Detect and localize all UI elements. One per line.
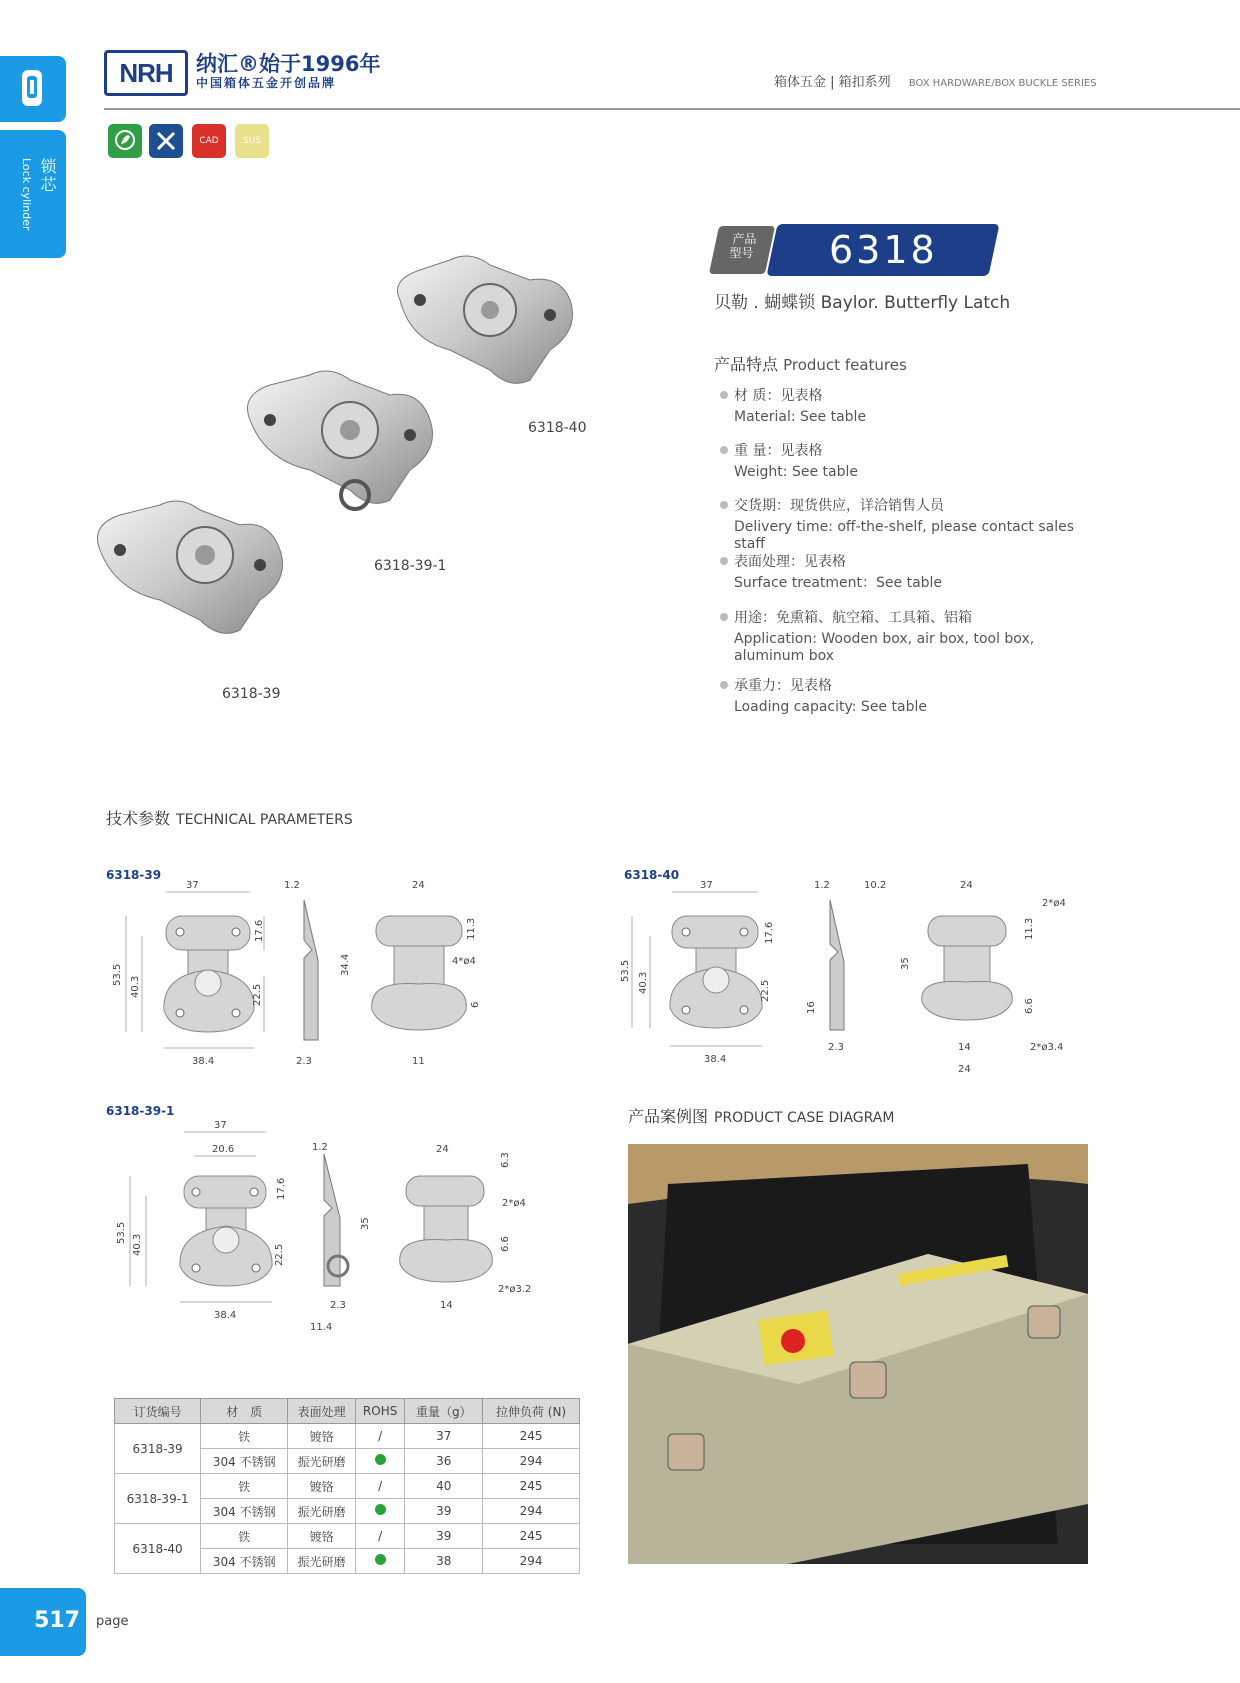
dim-2-holes-4: 2*ø4 <box>502 1198 526 1209</box>
category-en: BOX HARDWARE/BOX BUCKLE SERIES <box>908 78 1097 89</box>
eco-leaf-icon <box>108 124 142 158</box>
cad-icon: CAD <box>192 124 226 158</box>
drawing-label-6318-40: 6318-40 <box>624 868 680 882</box>
surface: 镀铬 <box>288 1474 356 1499</box>
order-code: 6318-40 <box>115 1524 201 1574</box>
dim-22-5: 22.5 <box>760 979 771 1002</box>
brand-slogan: 纳汇®始于1996年 <box>196 52 381 76</box>
feature-en: Material: See table <box>734 409 867 425</box>
features-title-en: Product features <box>783 356 907 374</box>
material: 铁 <box>201 1424 288 1449</box>
table-row <box>115 1474 580 1499</box>
drawing-6318-39 <box>106 880 526 1070</box>
bullet-dot <box>720 557 728 565</box>
dim-16: 16 <box>806 1001 817 1014</box>
product-name: 贝勒 . 蝴蝶锁 Baylor. Butterfly Latch <box>714 293 1011 313</box>
photo-label-6318-40: 6318-40 <box>528 420 587 436</box>
feature-cn: 用途：免熏箱、航空箱、工具箱、铝箱 <box>734 610 972 626</box>
category-cn-b: 箱扣系列 <box>838 75 891 90</box>
surface: 振光研磨 <box>288 1499 356 1524</box>
feature-cn: 表面处理：见表格 <box>734 554 846 570</box>
page-word: page <box>96 1614 129 1629</box>
dim-37: 37 <box>186 880 199 891</box>
dim-1-2: 1.2 <box>284 880 300 891</box>
dim-11-3: 11.3 <box>1024 917 1035 940</box>
dim-6-6: 6.6 <box>1024 998 1035 1014</box>
col-material: 材 质 <box>201 1399 288 1424</box>
rohs: / <box>355 1474 405 1499</box>
dim-17-6: 17.6 <box>254 919 265 942</box>
category-breadcrumb: 箱体五金 | 箱扣系列 BOX HARDWARE/BOX BUCKLE SERIES <box>774 75 1097 90</box>
load: 294 <box>483 1499 580 1524</box>
dim-2-holes-3-2: 2*ø3.2 <box>498 1284 532 1295</box>
weight: 37 <box>405 1424 483 1449</box>
load: 294 <box>483 1449 580 1474</box>
feature-en: Surface treatment：See table <box>734 575 943 591</box>
material: 304 不锈钢 <box>201 1449 288 1474</box>
weight: 40 <box>405 1474 483 1499</box>
dim-2-holes-3-4: 2*ø3.4 <box>1030 1042 1064 1053</box>
bullet-dot <box>720 613 728 621</box>
material: 铁 <box>201 1524 288 1549</box>
load: 294 <box>483 1549 580 1574</box>
dim-38-4: 38.4 <box>214 1310 237 1321</box>
rohs: / <box>355 1524 405 1549</box>
dim-17-6: 17.6 <box>276 1177 287 1200</box>
load: 245 <box>483 1424 580 1449</box>
dim-11-4: 11.4 <box>310 1322 333 1333</box>
bullet-dot <box>720 681 728 689</box>
surface: 振光研磨 <box>288 1549 356 1574</box>
features-title <box>714 352 907 375</box>
tools-icon <box>149 124 183 158</box>
feature-cn: 重 量：见表格 <box>734 443 823 459</box>
rohs-green-dot <box>375 1554 386 1565</box>
table-header-row <box>115 1399 580 1424</box>
feature-cn: 承重力：见表格 <box>734 678 832 694</box>
latch-6318-39-1 <box>248 371 433 509</box>
col-surface: 表面处理 <box>288 1399 356 1424</box>
features-title-cn: 产品特点 <box>714 355 779 374</box>
weight: 38 <box>405 1549 483 1574</box>
feature-en: Weight: See table <box>734 464 858 480</box>
weight: 39 <box>405 1499 483 1524</box>
material: 304 不锈钢 <box>201 1549 288 1574</box>
case-title-en: PRODUCT CASE DIAGRAM <box>714 1110 895 1126</box>
feature-en: Loading capacity: See table <box>734 699 927 715</box>
material: 304 不锈钢 <box>201 1499 288 1524</box>
dim-37: 37 <box>214 1120 227 1131</box>
col-rohs: ROHS <box>355 1399 405 1424</box>
dim-14: 14 <box>440 1300 453 1311</box>
table-row <box>115 1424 580 1449</box>
model-number <box>766 224 999 276</box>
feature-cn: 材 质：见表格 <box>734 388 823 404</box>
weight: 36 <box>405 1449 483 1474</box>
col-load: 拉伸负荷 (N) <box>483 1399 580 1424</box>
sidebar-tab-en: Lock cylinder <box>20 158 33 231</box>
table-row <box>115 1524 580 1549</box>
category-cn-a: 箱体五金 <box>774 75 827 90</box>
dim-1-2: 1.2 <box>312 1142 328 1153</box>
case-photo <box>628 1144 1088 1564</box>
dim-2-3: 2.3 <box>828 1042 844 1053</box>
dim-2-3: 2.3 <box>296 1056 312 1067</box>
col-order-code: 订货编号 <box>115 1399 201 1424</box>
dim-40-3: 40.3 <box>638 971 649 994</box>
drawing-label-6318-39: 6318-39 <box>106 868 162 882</box>
tech-title-cn: 技术参数 <box>106 809 171 828</box>
model-tag <box>709 226 775 274</box>
brand-logo: NRH <box>104 50 188 96</box>
bullet-dot <box>720 446 728 454</box>
dim-38-4: 38.4 <box>192 1056 215 1067</box>
load: 245 <box>483 1474 580 1499</box>
surface: 镀铬 <box>288 1424 356 1449</box>
material: 铁 <box>201 1474 288 1499</box>
feature-cn: 交货期：现货供应，详洽销售人员 <box>734 498 944 514</box>
feature-en: Application: Wooden box, air box, tool box, aluminum box <box>734 631 1035 664</box>
bullet-dot <box>720 501 728 509</box>
dim-11-3: 11.3 <box>466 917 477 940</box>
dim-24: 24 <box>412 880 425 891</box>
brand-subtitle: 中国箱体五金开创品牌 <box>196 76 337 90</box>
dim-2-3: 2.3 <box>330 1300 346 1311</box>
dim-4-holes: 4*ø4 <box>452 956 476 967</box>
dim-37: 37 <box>700 880 713 891</box>
rohs: / <box>355 1424 405 1449</box>
product-photos <box>90 230 650 710</box>
latch-6318-40 <box>398 256 573 383</box>
load: 245 <box>483 1524 580 1549</box>
dim-38-4: 38.4 <box>704 1054 727 1065</box>
sus-icon: SUS <box>235 124 269 158</box>
weight: 39 <box>405 1524 483 1549</box>
rohs-compliant <box>355 1499 405 1524</box>
dim-1-2: 1.2 <box>814 880 830 891</box>
order-code: 6318-39-1 <box>115 1474 201 1524</box>
dim-24: 24 <box>960 880 973 891</box>
tech-title-en: TECHNICAL PARAMETERS <box>176 812 353 828</box>
dim-11: 11 <box>412 1056 425 1067</box>
dim-6-3: 6.3 <box>500 1152 511 1168</box>
photo-label-6318-39-1: 6318-39-1 <box>374 558 447 574</box>
photo-label-6318-39: 6318-39 <box>222 686 281 702</box>
dim-40-3: 40.3 <box>132 1233 143 1256</box>
case-title-cn: 产品案例图 <box>628 1107 709 1126</box>
dim-10-2: 10.2 <box>864 880 887 891</box>
rohs-green-dot <box>375 1454 386 1465</box>
dim-17-6: 17.6 <box>764 921 775 944</box>
sidebar-tab-lock-cylinder[interactable] <box>0 130 66 258</box>
feature-en: Delivery time: off-the-shelf, please contact sales staff <box>734 519 1074 552</box>
col-weight: 重量（g） <box>405 1399 483 1424</box>
dim-22-5: 22.5 <box>274 1243 285 1266</box>
drawing-label-6318-39-1: 6318-39-1 <box>106 1104 175 1118</box>
dim-6: 6 <box>470 1001 481 1008</box>
surface: 振光研磨 <box>288 1449 356 1474</box>
dim-53-5: 53.5 <box>116 1221 127 1244</box>
header-divider <box>104 108 1240 110</box>
dim-24: 24 <box>436 1144 449 1155</box>
dim-24-bottom: 24 <box>958 1064 971 1075</box>
drawing-6318-39-1 <box>106 1116 566 1336</box>
model-tag-line2: 型号 <box>729 246 754 260</box>
surface: 镀铬 <box>288 1524 356 1549</box>
bullet-dot <box>720 391 728 399</box>
dim-35: 35 <box>360 1217 371 1230</box>
spec-table <box>114 1398 580 1574</box>
rohs-green-dot <box>375 1504 386 1515</box>
tech-params-title <box>106 806 353 829</box>
model-number-text: 6318 <box>828 228 938 272</box>
dim-34-4: 34.4 <box>340 953 351 976</box>
dim-53-5: 53.5 <box>620 959 631 982</box>
latch-6318-39 <box>98 501 283 633</box>
drawing-6318-40 <box>620 880 1080 1080</box>
dim-20-6: 20.6 <box>212 1144 235 1155</box>
dim-40-3: 40.3 <box>130 975 141 998</box>
sidebar-tab-cn: 锁芯 <box>38 158 57 194</box>
page-number: 517 <box>0 1588 86 1656</box>
rohs-compliant <box>355 1449 405 1474</box>
model-tag-line1: 产品 <box>732 232 757 246</box>
dim-2-holes-4: 2*ø4 <box>1042 898 1066 909</box>
dim-22-5: 22.5 <box>252 983 263 1006</box>
dim-14: 14 <box>958 1042 971 1053</box>
sidebar-lock-icon-tab[interactable] <box>0 56 66 122</box>
dim-35: 35 <box>900 957 911 970</box>
case-diagram-title <box>628 1104 894 1127</box>
rohs-compliant <box>355 1549 405 1574</box>
lock-cylinder-icon <box>0 56 66 122</box>
order-code: 6318-39 <box>115 1424 201 1474</box>
dim-53-5: 53.5 <box>112 963 123 986</box>
dim-6-6: 6.6 <box>500 1236 511 1252</box>
